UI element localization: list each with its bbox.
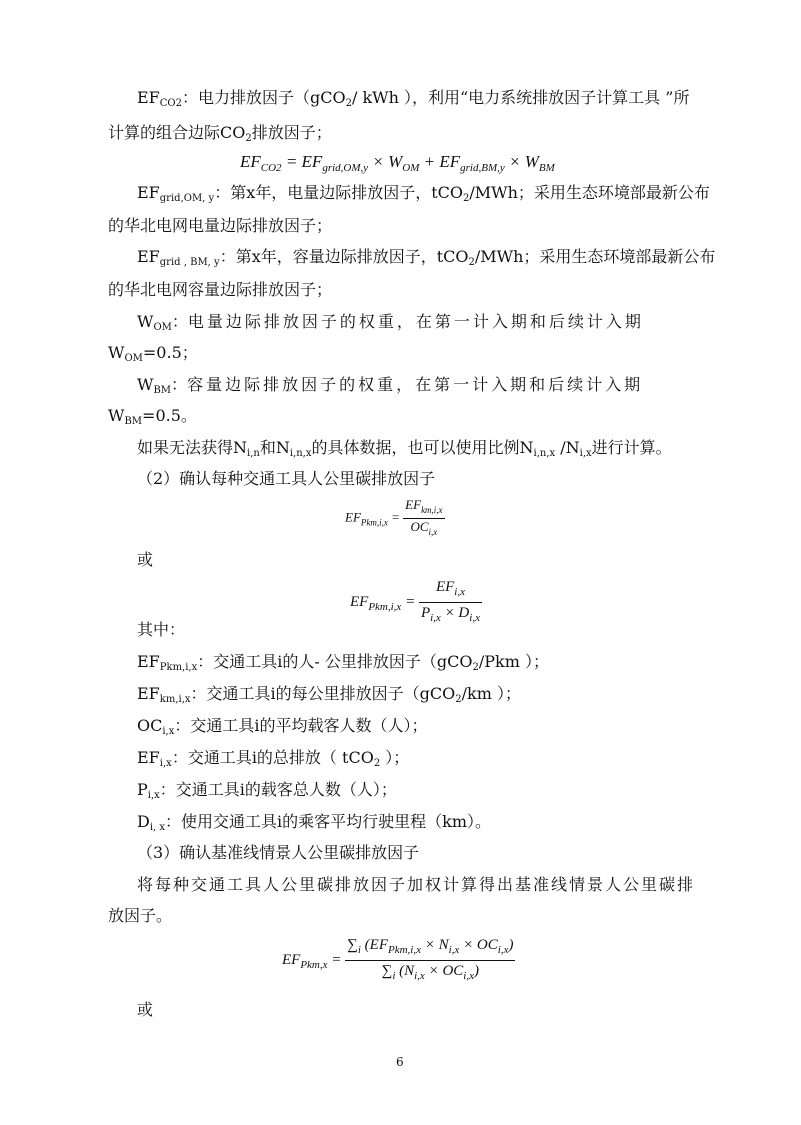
equation-ef-pkm-weighted: $EF_{Pkm,x}$ = $\frac{\sum_i (EF_{Pkm,i,x} \times N_{i,x} \times OC_{i,x})}{\sum_i (N_{i,x} \times OC_{i,x})}$ [282,937,514,982]
section-heading-3: （3）确认基准线情景人公里碳排放因子 [137,843,420,862]
equation-ef-co2: $EF_{CO2} = EF_{grid,OM,y} \times W_{OM} + EF_{grid,BM,y} \times W_{BM}$ [240,152,555,174]
line-w-bm-def: $W_{BM}$：容量边际排放因子的权重，在第一计入期和后续计入期 [137,375,644,396]
line-ef-grid-om-def: $EF_{grid,OM, y}$：第x年，电量边际排放因子，tCO$_2$/MWh；采用生态环境部最新公布 [137,183,710,204]
line-w-bm-value: $W_{BM}=0.5$。 [108,406,197,427]
line-where: 其中： [137,620,186,639]
line-w-om-value: $W_{OM}=0.5$； [108,343,198,364]
line-ratio-note: 如果无法获得$N_{i,n}$和$N_{i,n,x}$的具体数据，也可以使用比例$N_{i,n,x}$ $/N_{i,x}$进行计算。 [137,438,672,459]
line-or-1: 或 [137,550,154,569]
line-ef-grid-bm-def-cont: 的华北电网容量边际排放因子； [108,280,333,299]
line-oc-def: $OC_{i,x}$：交通工具i的平均载客人数（人）； [137,716,428,737]
line-ef-total-def: $EF_{i,x}$：交通工具i的总排放（ tCO$_2$ ）； [137,748,410,769]
line-d-def: $D_{i, x}$：使用交通工具i的乘客平均行驶里程（km）。 [137,812,492,833]
line-ef-co2-def-cont: 计算的组合边际$CO_2$排放因子； [108,123,332,144]
line-ef-co2-def: $EF_{CO2}$：电力排放因子（gCO$_2$/ kWh ），利用“电力系统排放因子计算工具 ”所 [137,88,690,109]
line-ef-km-def: $EF_{km,i,x}$：交通工具i的每公里排放因子（gCO$_2$/km ）； [137,684,521,705]
line-ef-pkm-def: $EF_{Pkm,i,x}$：交通工具i的人- 公里排放因子（gCO$_2$/Pkm ）； [137,652,549,673]
section-heading-2: （2）确认每种交通工具人公里碳排放因子 [137,469,436,488]
equation-ef-pkm-total: $EF_{Pkm,i,x}$ = $\frac{EF_{i,x}}{P_{i,x} \times D_{i,x}}$ [350,579,480,624]
line-or-2: 或 [137,1000,154,1019]
line-weighted-desc-cont: 放因子。 [108,906,173,925]
equation-ef-pkm-per-km: $EF_{Pkm,i,x}$ = $\frac{EF_{km,i,x}}{OC_{i,x}}$ [345,497,443,537]
line-p-def: $P_{i,x}$：交通工具i的载客总人数（人）； [137,780,397,801]
page-number: 6 [396,1055,404,1069]
line-weighted-desc: 将每种交通工具人公里碳排放因子加权计算得出基准线情景人公里碳排 [137,875,696,894]
line-ef-grid-om-def-cont: 的华北电网电量边际排放因子； [108,216,333,235]
line-w-om-def: $W_{OM}$：电量边际排放因子的权重，在第一计入期和后续计入期 [137,312,644,333]
line-ef-grid-bm-def: $EF_{grid , BM, y}$：第x年，容量边际排放因子，tCO$_2$/MWh；采用生态环境部最新公布 [137,247,716,268]
